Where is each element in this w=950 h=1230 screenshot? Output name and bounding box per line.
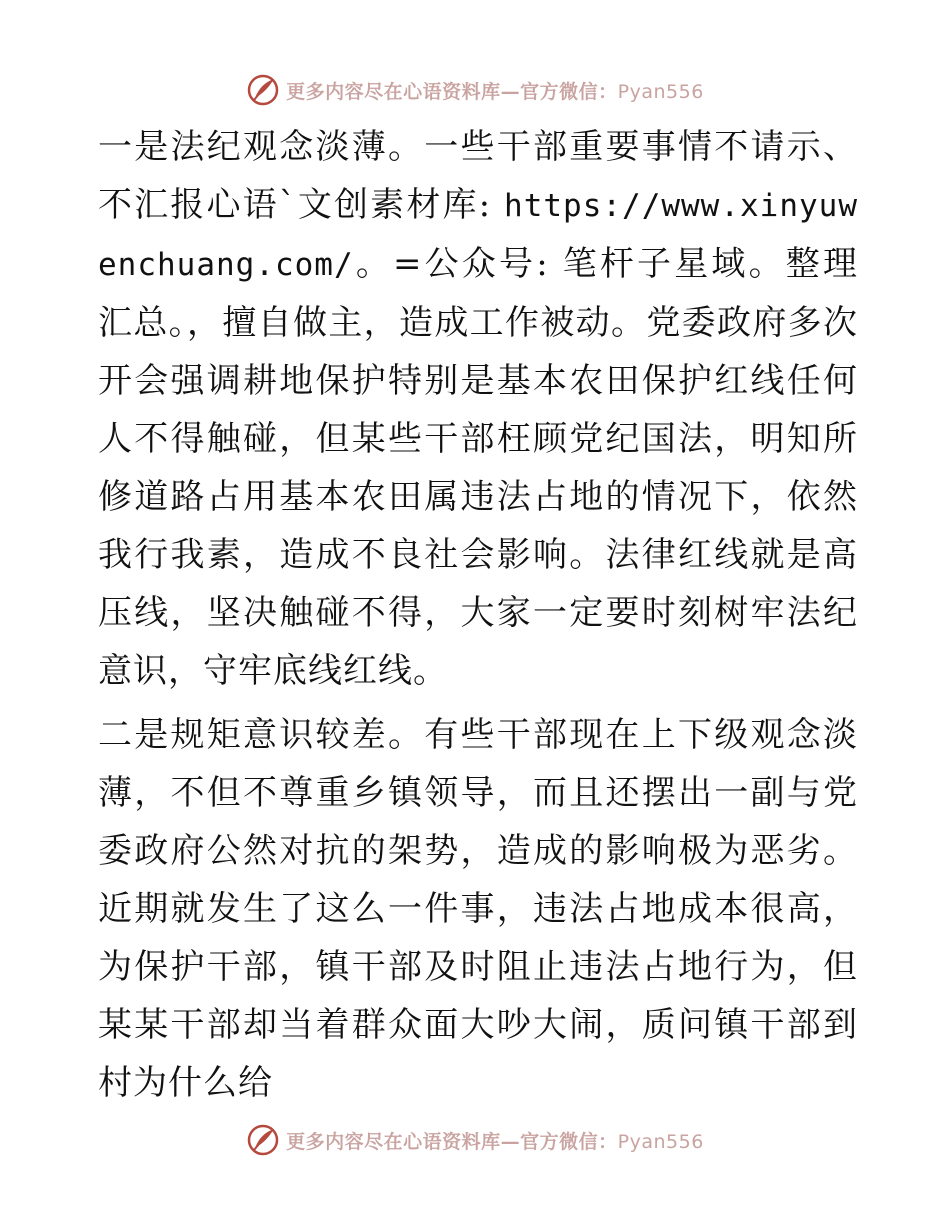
feather-pen-logo-icon bbox=[246, 73, 280, 107]
paragraph bbox=[98, 118, 858, 700]
footer-watermark bbox=[0, 1122, 950, 1158]
paragraph bbox=[98, 706, 858, 1112]
watermark-wechat-id: Pyan556 bbox=[617, 1130, 704, 1153]
watermark-text: 更多内容尽在心语资料库—官方微信： bbox=[286, 1130, 618, 1153]
watermark-wechat-id: Pyan556 bbox=[617, 80, 704, 103]
text-segment: 一是法纪观念淡薄。一些干部重要事情不请示、不汇报心语`文创素材库: bbox=[98, 127, 858, 225]
url-text: https://www.xinyuwenchuang.com/ bbox=[98, 188, 858, 283]
text-segment: 。=公众号: 笔杆子星域。整理汇总。，擅自做主，造成工作被动。党委政府多次开会强调耕地保护特别是基本农田保护红线任何人不得触碰，但某些干部枉顾党纪国法，明知所修道路占用基本农田属违法占地的情况下，依然我行我素，造成不良社会影响。法律红线就是高压线，坚决触碰不得，大家一定要时刻树牢法纪意识，守牢底线红线。 bbox=[98, 244, 858, 691]
watermark-text: 更多内容尽在心语资料库—官方微信： bbox=[286, 80, 618, 103]
text-segment: 二是规矩意识较差。有些干部现在上下级观念淡薄，不但不尊重乡镇领导，而且还摆出一副与党委政府公然对抗的架势，造成的影响极为恶劣。近期就发生了这么一件事，违法占地成本很高，为保护干部，镇干部及时阻止违法占地行为，但某某干部却当着群众面大吵大闹，质问镇干部到村为什么给 bbox=[98, 715, 858, 1103]
document-body bbox=[98, 118, 858, 1118]
header-watermark bbox=[0, 72, 950, 108]
feather-pen-logo-icon bbox=[246, 1123, 280, 1157]
